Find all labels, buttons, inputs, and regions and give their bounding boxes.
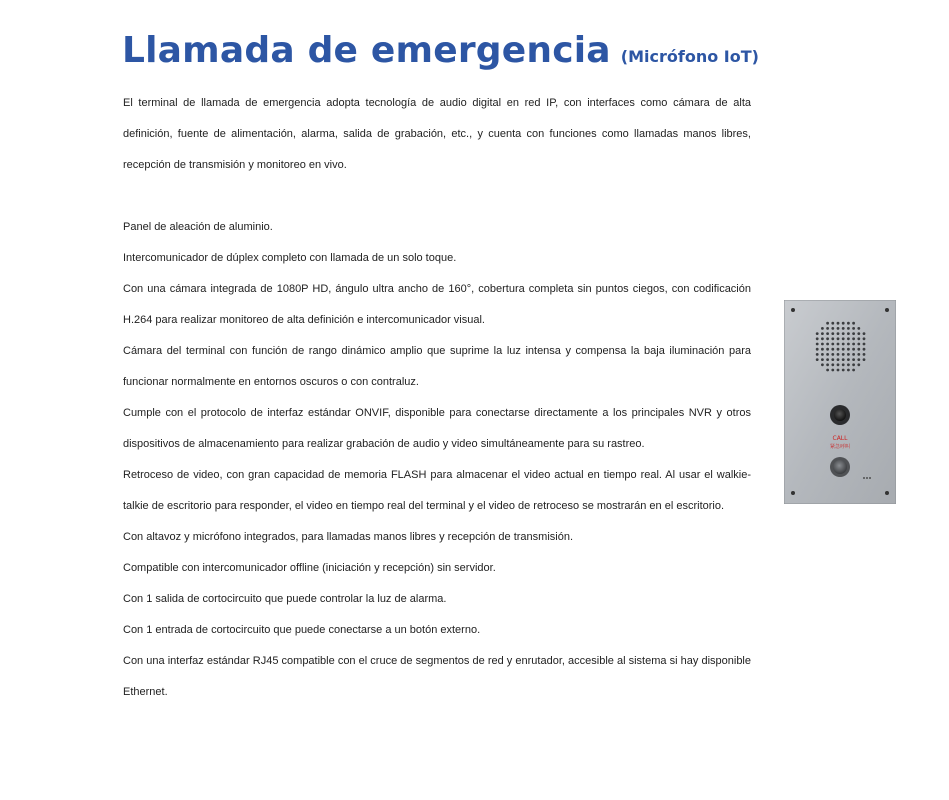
grille-hole [857,348,860,351]
grille-hole [831,353,834,356]
call-button-icon [833,460,847,474]
feature-item: Cumple con el protocolo de interfaz estándar ONVIF, disponible para conectarse directamente a los principales NVR y otros dispositivos de almacenamiento para realizar grabación de audio y video simultáneamente para su rastreo. [123,407,751,450]
grille-hole [821,348,824,351]
grille-hole [837,348,840,351]
grille-hole [857,337,860,340]
call-label: CALL [832,435,848,442]
grille-hole [852,343,855,346]
grille-hole [837,353,840,356]
grille-hole [847,363,850,366]
grille-hole [826,343,829,346]
grille-hole [842,348,845,351]
grille-hole [863,353,866,356]
grille-hole [842,353,845,356]
grille-hole [847,337,850,340]
grille-hole [831,369,834,372]
grille-hole [842,358,845,361]
grille-hole [826,363,829,366]
grille-hole [852,353,855,356]
grille-hole [837,363,840,366]
camera-lens-icon [834,409,846,421]
grille-hole [857,343,860,346]
grille-hole [857,332,860,335]
grille-hole [816,343,819,346]
grille-hole [826,327,829,330]
grille-hole [842,337,845,340]
grille-hole [852,327,855,330]
product-description [123,88,751,708]
grille-hole [863,337,866,340]
screw-icon [885,308,889,312]
grille-hole [852,369,855,372]
grille-hole [816,337,819,340]
grille-hole [842,322,845,325]
grille-hole [842,332,845,335]
feature-item: Compatible con intercomunicador offline (iniciación y recepción) sin servidor. [123,562,496,574]
grille-hole [821,363,824,366]
grille-hole [863,348,866,351]
grille-hole [863,332,866,335]
grille-hole [863,358,866,361]
grille-hole [837,322,840,325]
grille-hole [826,332,829,335]
grille-hole [826,337,829,340]
mic-hole-icon [866,477,868,479]
grille-hole [826,369,829,372]
screw-icon [791,491,795,495]
grille-hole [857,353,860,356]
grille-hole [831,332,834,335]
intercom-device-illustration [784,300,896,504]
grille-hole [837,343,840,346]
grille-hole [821,343,824,346]
title-row [122,30,759,71]
grille-hole [831,358,834,361]
grille-hole [831,337,834,340]
grille-hole [837,327,840,330]
grille-hole [821,327,824,330]
intro-paragraph: El terminal de llamada de emergencia adopta tecnología de audio digital en red IP, con interfaces como cámara de alta definición, fuente de alimentación, alarma, salida de grabación, etc., y cuenta con funciones como llamadas manos libres, recepción de transmisión y monitoreo en vivo. [123,97,751,171]
grille-hole [847,348,850,351]
grille-hole [847,369,850,372]
feature-item: Con una interfaz estándar RJ45 compatible con el cruce de segmentos de red y enrutador, accesible al sistema si hay disponible Ethernet. [123,655,751,698]
grille-hole [821,358,824,361]
mic-hole-icon [863,477,865,479]
page-subtitle: (Micrófono IoT) [620,47,759,66]
grille-hole [847,353,850,356]
grille-hole [826,358,829,361]
grille-hole [816,332,819,335]
feature-item: Con altavoz y micrófono integrados, para llamadas manos libres y recepción de transmisión. [123,531,573,543]
grille-hole [857,327,860,330]
grille-hole [842,327,845,330]
screw-icon [791,308,795,312]
feature-item: Cámara del terminal con función de rango dinámico amplio que suprime la luz intensa y compensa la baja iluminación para funcionar normalmente en entornos oscuros o con contraluz. [123,345,751,388]
feature-item: Panel de aleación de aluminio. [123,221,273,233]
grille-hole [857,358,860,361]
feature-item: Con 1 salida de cortocircuito que puede controlar la luz de alarma. [123,593,447,605]
grille-hole [826,348,829,351]
feature-item: Retroceso de video, con gran capacidad de memoria FLASH para almacenar el video actual en tiempo real. Al usar el walkie-talkie de escritorio para responder, el video en tiempo real del terminal y el video de retroceso se mostrarán en el escritorio. [123,469,751,512]
page-title: Llamada de emergencia [122,30,611,71]
grille-hole [821,337,824,340]
call-sublabel: 紧急呼叫 [829,444,851,450]
grille-hole [852,358,855,361]
grille-hole [837,358,840,361]
grille-hole [857,363,860,366]
grille-hole [842,343,845,346]
grille-hole [837,332,840,335]
feature-item: Intercomunicador de dúplex completo con llamada de un solo toque. [123,252,457,264]
grille-hole [863,343,866,346]
grille-hole [831,343,834,346]
grille-hole [847,322,850,325]
grille-hole [831,322,834,325]
feature-item: Con 1 entrada de cortocircuito que puede conectarse a un botón externo. [123,624,481,636]
grille-hole [852,322,855,325]
grille-hole [826,353,829,356]
grille-hole [816,358,819,361]
grille-hole [837,337,840,340]
feature-item: Con una cámara integrada de 1080P HD, ángulo ultra ancho de 160°, cobertura completa sin puntos ciegos, con codificación H.264 para realizar monitoreo de alta definición e intercomunicador visual. [123,283,751,326]
grille-hole [831,348,834,351]
grille-hole [847,343,850,346]
screw-icon [885,491,889,495]
grille-hole [821,332,824,335]
grille-hole [847,327,850,330]
grille-hole [842,363,845,366]
grille-hole [837,369,840,372]
grille-hole [816,348,819,351]
grille-hole [826,322,829,325]
grille-hole [816,353,819,356]
product-image [784,300,896,504]
grille-hole [842,369,845,372]
grille-hole [831,363,834,366]
grille-hole [852,348,855,351]
grille-hole [847,358,850,361]
mic-hole-icon [869,477,871,479]
grille-hole [852,337,855,340]
grille-hole [821,353,824,356]
grille-hole [847,332,850,335]
grille-hole [852,332,855,335]
grille-hole [831,327,834,330]
grille-hole [852,363,855,366]
